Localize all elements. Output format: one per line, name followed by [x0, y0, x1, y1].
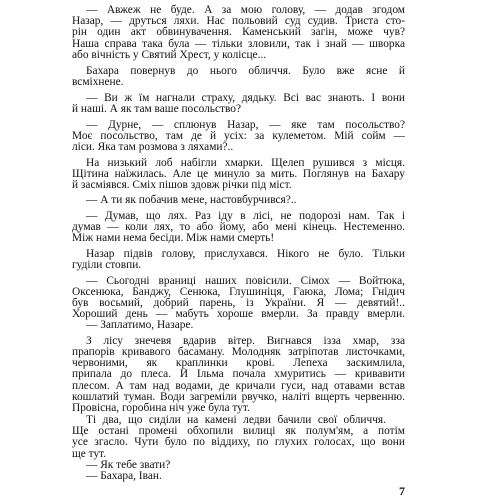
- text-line: — Авжеж не буде. А за мою голову, — додав згодом: [86, 4, 405, 16]
- text-line: ще тут.: [72, 447, 107, 460]
- text-line: прапорів кривавого басаману. Молодняк затріпотав листочками,: [72, 346, 405, 358]
- page-number: 7: [399, 484, 405, 498]
- text-line: На низький лоб набігли хмарки. Щелеп рушився з місця.: [86, 156, 405, 169]
- text-line: або вічність у Святий Хрест, у колісце...: [72, 48, 267, 61]
- text-line: З лісу знечевя вдарив вітер. Вигнався ізза хмар, зза: [86, 334, 405, 347]
- text-line: — Дурне, — сплюнув Назар, — яке там посольство?: [86, 118, 405, 131]
- text-line: Назар, — друться ляхи. Нас польовий суд судив. Триста сто-: [72, 15, 405, 28]
- text-line: Ще остані промені обхопили вилиці як полум'ям, а потім: [72, 425, 405, 438]
- text-line: — Думав, що лях. Раз іду в лісі, не подорозі нам. Так і: [86, 209, 405, 222]
- text-line: ліси. Яка там розмова з ляхами?..: [72, 141, 234, 153]
- text-line: червоними, як краплинки крові. Лепеха заскимлила,: [72, 357, 405, 370]
- text-line: — Ви ж їм нагнали страху, дядьку. Всі вас знають. І вони: [86, 91, 405, 104]
- text-line: Наша справа така була — тільки зловили, так і знай — шворка: [72, 37, 405, 50]
- text-line: був восьмий, добрий парень, із України. Я — девятий!..: [72, 296, 405, 309]
- text-line: Назар підвів голову, прислухався. Нікого не було. Тільки: [86, 247, 405, 260]
- text-line: — Сьогодні враниці нашиx повісили. Сімох — Войтюка,: [86, 274, 405, 287]
- text-line: Ті два, що сиділи на камені ледви бачили свої обличчя.: [86, 414, 386, 426]
- text-line: Щітина наїжилась. Але це минуло за мить. Поглянув на Бахару: [72, 167, 405, 180]
- text-line: й засміявся. Сміх пішов здовж річки під міст.: [72, 178, 292, 191]
- text-line: рін один акт обвинувачення. Каменський загін, може чув?: [72, 26, 405, 39]
- text-line: й наші. А як там ваше посольство?: [72, 103, 242, 116]
- text-line: Хороший день — мабуть хороше вмерли. За правду вмерли.: [72, 308, 405, 321]
- text-line: припала до плеса. Й Ільма почала хмуритись — кривавити: [72, 368, 405, 381]
- text-line: всміхнене.: [72, 76, 124, 89]
- text-line: Оксенюка, Банджу, Сенюка, Глушиніця, Гаюка, Лома; Гнідич: [72, 285, 405, 298]
- text-line: Бахара повернув до нього обличчя. Було вже ясне й: [86, 65, 405, 78]
- text-line: Провісна, горобина ніч уже була тут.: [72, 402, 250, 414]
- text-line: — Як тебе звати?: [86, 458, 171, 471]
- text-line: — Бахара, Іван.: [86, 470, 162, 482]
- text-line: — А ти як побачив мене, настовбурчився?..: [86, 194, 297, 207]
- text-line: кошлатий туман. Води загреміли рвучко, наліті вщерть червенню.: [72, 390, 405, 403]
- text-line: Між нами нема бесіди. Між нами смерть!: [72, 232, 275, 245]
- text-line: гуділи стовпи.: [72, 259, 142, 271]
- text-line: плесом. А там над водами, де кричали гуси, над отавами встав: [72, 379, 405, 392]
- text-line: думав — коли лях, то або йому, або мені кінець. Нестеменно.: [72, 221, 405, 234]
- text-line: усе згасло. Чути було по віддиху, по глухих голосах, що вони: [72, 436, 405, 449]
- text-line: — Заплатимо, Назаре.: [86, 319, 194, 332]
- text-line: Моє посольство, там де й усіх: за кулеметом. Мій сойм —: [72, 129, 405, 142]
